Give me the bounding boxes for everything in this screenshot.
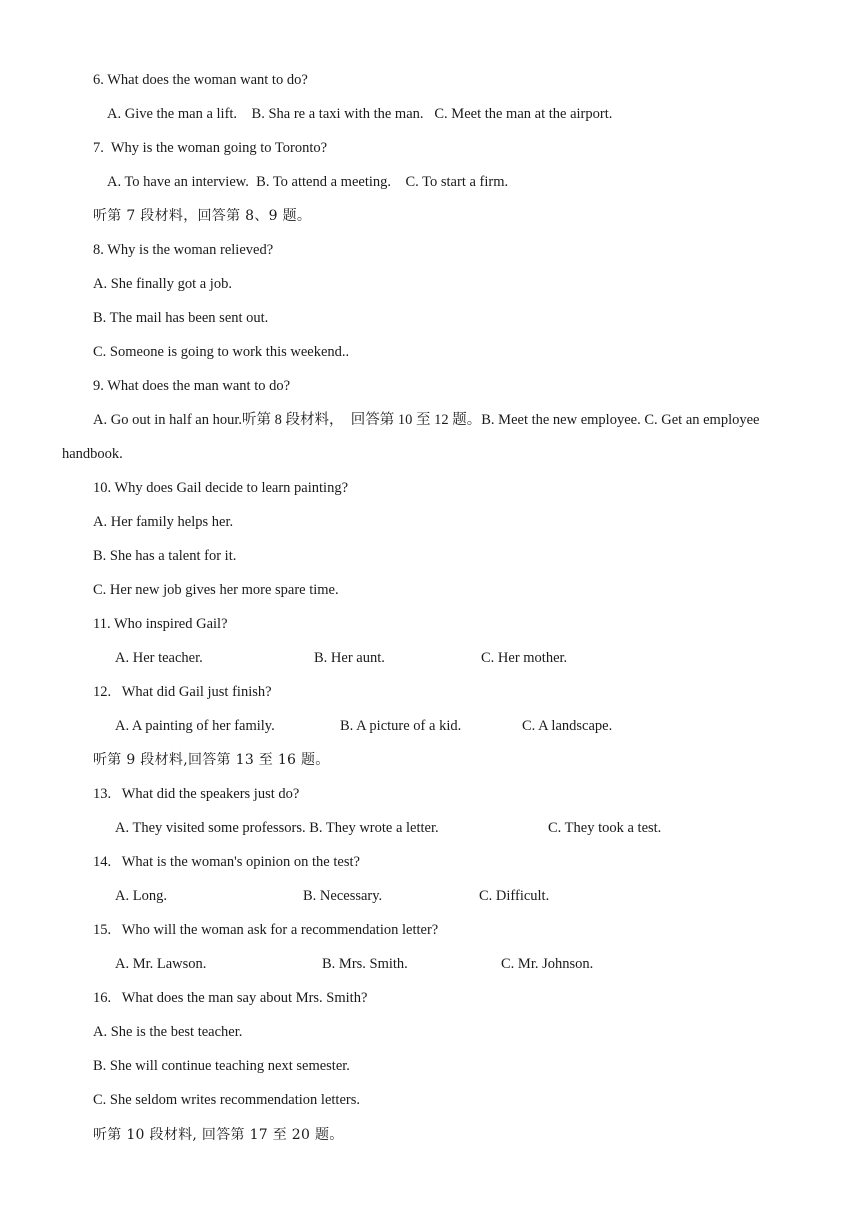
section-heading-7: 听第 7 段材料，回答第 8、9 题。 bbox=[93, 208, 312, 224]
question-16-option-a: A. She is the best teacher. bbox=[93, 1024, 243, 1040]
question-15-option-c: C. Mr. Johnson. bbox=[501, 956, 594, 972]
question-11-option-b: B. Her aunt. bbox=[314, 650, 385, 666]
question-14-option-a: A. Long. bbox=[115, 888, 167, 904]
question-10: 10. Why does Gail decide to learn painting? bbox=[93, 480, 349, 496]
question-10-option-a: A. Her family helps her. bbox=[93, 514, 234, 530]
question-10-option-c: C. Her new job gives her more spare time. bbox=[93, 582, 339, 598]
question-12-option-c: C. A landscape. bbox=[522, 718, 613, 734]
question-8: 8. Why is the woman relieved? bbox=[93, 242, 274, 258]
question-9-options-wrap: handbook. bbox=[62, 446, 123, 462]
question-13: 13. What did the speakers just do? bbox=[93, 786, 300, 802]
question-16: 16. What does the man say about Mrs. Smith? bbox=[93, 990, 368, 1006]
question-14-option-b: B. Necessary. bbox=[303, 888, 383, 904]
question-15: 15. Who will the woman ask for a recommendation letter? bbox=[93, 922, 439, 938]
question-6: 6. What does the woman want to do? bbox=[93, 72, 308, 88]
question-14-option-c: C. Difficult. bbox=[479, 888, 550, 904]
question-15-option-b: B. Mrs. Smith. bbox=[322, 956, 408, 972]
question-12: 12. What did Gail just finish? bbox=[93, 684, 272, 700]
question-9-options: A. Go out in half an hour.听第 8 段材料， 回答第 10 至 12 题。B. Meet the new employee. C. Get an employee bbox=[93, 412, 760, 428]
question-12-option-b: B. A picture of a kid. bbox=[340, 718, 462, 734]
question-10-option-b: B. She has a talent for it. bbox=[93, 548, 237, 564]
question-16-option-c: C. She seldom writes recommendation letters. bbox=[93, 1092, 360, 1108]
question-6-options: A. Give the man a lift. B. Sha re a taxi with the man. C. Meet the man at the airport. bbox=[107, 106, 613, 122]
question-13-options-ab: A. They visited some professors. B. They wrote a letter. bbox=[115, 820, 439, 836]
section-heading-9: 听第 9 段材料,回答第 13 至 16 题。 bbox=[93, 752, 330, 768]
question-8-option-a: A. She finally got a job. bbox=[93, 276, 232, 292]
question-7: 7. Why is the woman going to Toronto? bbox=[93, 140, 328, 156]
question-16-option-b: B. She will continue teaching next semester. bbox=[93, 1058, 350, 1074]
section-heading-10: 听第 10 段材料, 回答第 17 至 20 题。 bbox=[93, 1127, 344, 1143]
question-8-option-b: B. The mail has been sent out. bbox=[93, 310, 269, 326]
question-11-option-c: C. Her mother. bbox=[481, 650, 568, 666]
question-13-option-c: C. They took a test. bbox=[548, 820, 662, 836]
question-11: 11. Who inspired Gail? bbox=[93, 616, 228, 632]
question-11-option-a: A. Her teacher. bbox=[115, 650, 203, 666]
question-7-options: A. To have an interview. B. To attend a meeting. C. To start a firm. bbox=[107, 174, 509, 190]
question-12-option-a: A. A painting of her family. bbox=[115, 718, 275, 734]
question-14: 14. What is the woman's opinion on the test? bbox=[93, 854, 360, 870]
question-9: 9. What does the man want to do? bbox=[93, 378, 291, 394]
question-15-option-a: A. Mr. Lawson. bbox=[115, 956, 207, 972]
question-8-option-c: C. Someone is going to work this weekend.. bbox=[93, 344, 350, 360]
